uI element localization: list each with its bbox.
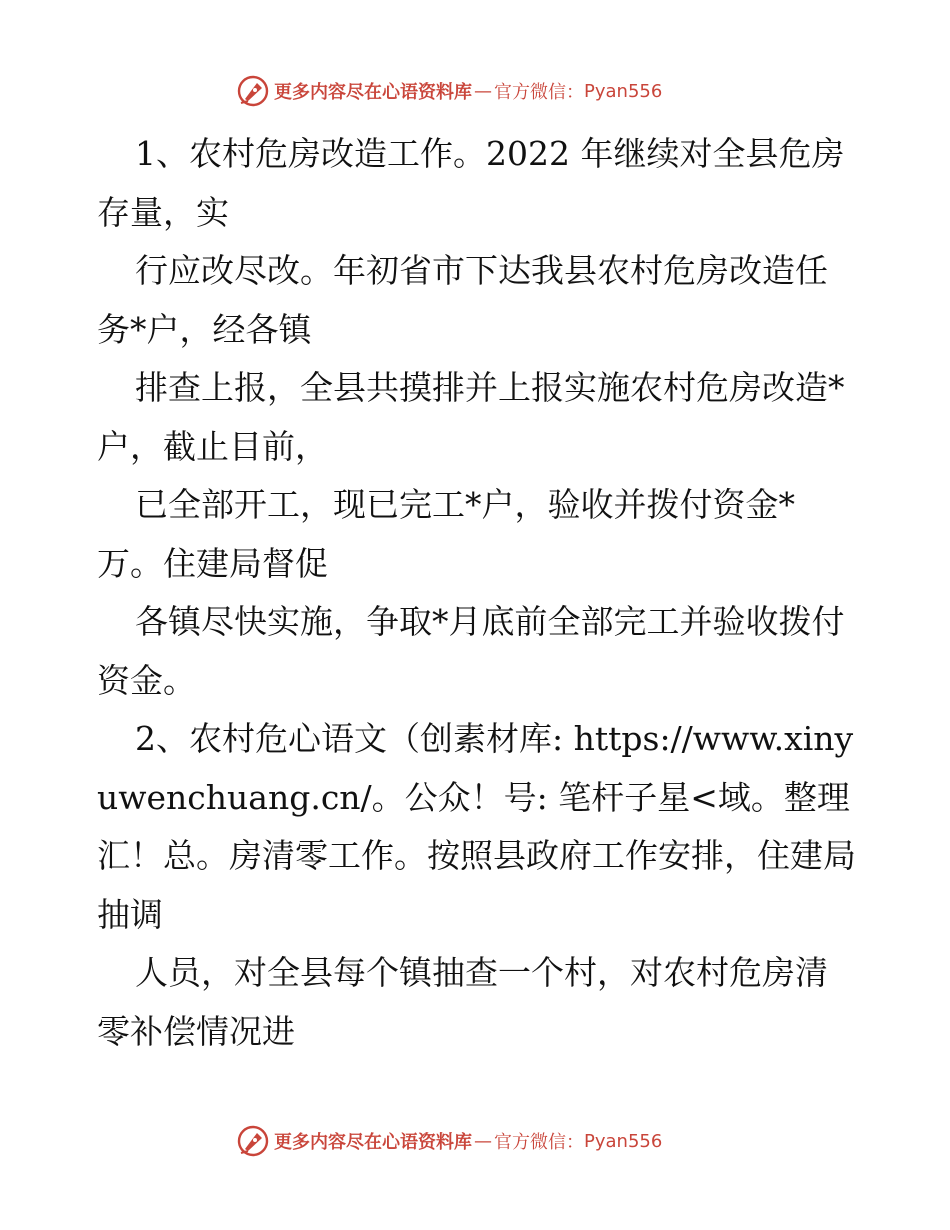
banner-label: 官方微信： [494, 82, 584, 103]
banner-label: 官方微信： [494, 1132, 584, 1153]
paragraph: 已全部开工，现已完工*户，验收并拨付资金*万。住建局督促 [97, 485, 795, 583]
banner-dash: — [474, 80, 492, 102]
banner-dash: — [474, 1130, 492, 1152]
paragraph: 2、农村危心语文（创素材库: https://www.xinyuwenchuang.cn/。公众！号: 笔杆子星<域。整理汇！总。房清零工作。按照县政府工作安排，住建局抽调 [97, 719, 856, 934]
document-body [97, 125, 857, 1061]
banner-text: 更多内容尽在心语资料库 [274, 82, 472, 103]
paragraph: 行应改尽改。年初省市下达我县农村危房改造任务*户，经各镇 [97, 251, 828, 349]
paragraph: 排查上报，全县共摸排并上报实施农村危房改造*户，截止目前， [97, 368, 845, 466]
banner-wechat-id: Pyan556 [584, 80, 663, 102]
paragraph: 1、农村危房改造工作。2022 年继续对全县危房存量，实 [97, 134, 845, 232]
header-watermark-banner [236, 74, 662, 108]
pen-nib-circle-icon [236, 74, 270, 108]
banner-text: 更多内容尽在心语资料库 [274, 1132, 472, 1153]
footer-watermark-banner [236, 1124, 662, 1158]
paragraph: 人员，对全县每个镇抽查一个村，对农村危房清零补偿情况进 [97, 953, 828, 1051]
paragraph: 各镇尽快实施，争取*月底前全部完工并验收拨付资金。 [97, 602, 845, 700]
banner-wechat-id: Pyan556 [584, 1130, 663, 1152]
pen-nib-circle-icon [236, 1124, 270, 1158]
